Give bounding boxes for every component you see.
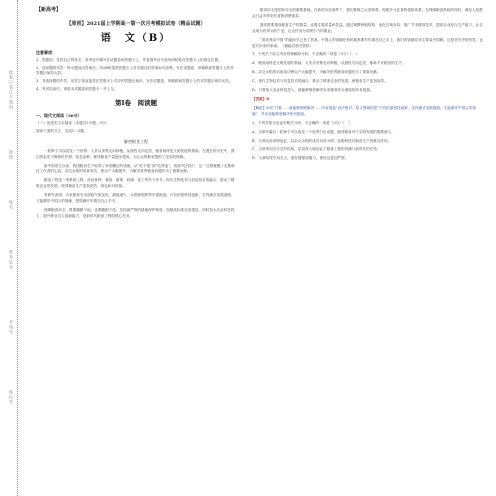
article-paragraph: 我们既要重视粮食生产的数量，也要注重质量和效益。通过调整种植结构、优化区域布局、推广节本增效技术，提高农业综合生产能力，让农业成为有奔头的产业，让农民成为有吸引力的职业。	[252, 22, 483, 33]
question-option: C．文章采用总分总的结构，层层深入地论证了粮食工程的内涵与新时代的任务。	[252, 147, 381, 152]
notes-title: 注意事项：	[36, 49, 56, 55]
left-column	[36, 8, 236, 223]
binding-label: 班级	[9, 150, 14, 160]
question-2: 2．下列对原文论证的相关分析，不正确的一项是（3分）（ ）	[252, 120, 352, 125]
question-option: B．文章运用举例论证，以杂交水稻的成功培育为例，说明科技对粮食生产的推动作用。	[252, 138, 392, 143]
part-title: 第Ⅰ卷 阅读题	[114, 99, 158, 108]
exam-header-title: 【原创】2021届上学期高一第一次月考模拟试卷（精品试题）	[66, 20, 206, 27]
note-item: 3．非选择题的作答：用签字笔直接答在答题卡上对应的答题区域内。写在试题卷、草稿纸和答题卡上的非答题区域均无效。	[36, 79, 233, 84]
article-title: 解密粮食工程	[124, 138, 148, 144]
article-paragraph: 保障粮食安全，既要藏粮于地，也要藏粮于技。坚持最严格的耕地保护制度，加强高标准农田建设，同时加大农业科技投入，提升种业自主创新能力，是新时代粮食工程的核心任务。	[36, 207, 235, 218]
section-title: 一、现代文阅读（36分）	[36, 113, 82, 119]
note-item: 1．答题前，先将自己的姓名、准考证号填写在试题卷和答题卡上，并将准考证号条形码粘贴在答题卡上的指定位置。	[36, 57, 222, 62]
exam-badge: 【新高考】	[36, 7, 62, 13]
binding-label: 此卷只装订不密封	[9, 70, 14, 110]
right-column	[252, 8, 484, 165]
note-item: 4．考试结束后，请将本试题卷和答题卡一并上交。	[36, 87, 118, 92]
binding-label: 考场号	[9, 320, 14, 335]
binding-label: 准考证号	[9, 250, 14, 270]
question-option: C．现代生物技术与信息技术的融合，推动了精准农业的发展，使粮食生产更加高效。	[252, 79, 388, 84]
binding-dotted-line	[17, 0, 18, 496]
binding-label: 姓名	[9, 200, 14, 210]
binding-label: 座位号	[9, 390, 14, 405]
question-1: 1．下列关于原文内容的理解和分析，不正确的一项是（3分）（ ）	[252, 52, 359, 57]
answer-analysis: 【解析】D项“只要……就能够彻底解决……所有挑战”说法绝对，原文强调的是“只有依靠科技创新，走内涵式发展道路，才能端牢中国人的饭碗”，并未说能彻底解决所有挑战。	[252, 105, 477, 116]
article-paragraph: 粮食工程是一项系统工程，涉及育种、栽培、植保、收储、加工等多个环节。现代生物技术与信息技术的融合，推动了精准农业的发展，使得粮食生产更加高效、绿色和可持续。	[36, 178, 235, 189]
article-paragraph: 粮食安全是国家安全的重要基础。在新的历史条件下，我们要树立大食物观，构建多元化食物供给体系，在保障粮食供给的同时，满足人民群众日益多样化的食物消费需求。	[252, 8, 483, 18]
subject-title: 语 文（B）	[100, 32, 172, 44]
question-option: B．杂交水稻的培育成功使亩产大幅提升，为解决世界粮食问题作出了重要贡献。	[252, 70, 381, 75]
article-paragraph: 有研究表明，未来粮食安全面临气候变化、耕地减少、水资源短缺等多重挑战。只有依靠科技创新，走内涵式发展道路，才能端牢中国人的饭碗，把饭碗牢牢端在自己手中。	[36, 193, 235, 204]
article-paragraph: 新中国成立以来，我国粮食生产取得了举世瞩目的成就。从“吃不饱”到“吃得饱”，再到“吃得好”，这一过程凝聚了无数科技工作者的心血。杂交水稻的培育成功，使亩产大幅提升，为解决世界粮食问题作出了重要贡献。	[36, 163, 235, 174]
note-item: 2．选择题的作答：每小题选出答案后，用2B铅笔把答题卡上对应题目的答案标号涂黑，写在试题卷、草稿纸和答题卡上的非答题区域均无效。	[36, 65, 234, 76]
question-option: D．只要加大农业科技投入，就能够彻底解决未来粮食安全面临的所有挑战。	[252, 88, 374, 93]
question-option: D．文章结尾引用名言，意在增强说服力，使论证更加严密。	[252, 156, 349, 161]
binding-margin	[6, 0, 22, 496]
question-option: A．粮食始终是文明发展的基础，人类从采集走向种植，从游牧走向定居，都离不开粮食的生产。	[252, 61, 406, 66]
article-paragraph: 一粒种子可以改变一个世界。人类从采集走向种植，从游牧走向定居，粮食始终是文明发展的基础。在漫长的历史中，我们的祖先不断驯化作物、改良品种，使得粮食产量逐步提高，为社会的繁荣提供了坚实的保障。	[36, 148, 235, 159]
answer-label: 【答案】D	[252, 96, 270, 101]
article-paragraph: “谁来养活中国”的疑问早已有了答案。中国人的饭碗任何时候都要牢牢端在自己手上，我们的饭碗应该主要装中国粮。这是对历史的回答，也是对未来的承诺。（摘编自相关资料）	[252, 37, 483, 48]
reading-instruction: 阅读下面的文字，完成1～3题。	[36, 128, 88, 133]
question-option: A．文章开篇以一粒种子可以改变一个世界引出话题，阐述粮食对于文明发展的重要意义。	[252, 129, 395, 134]
subsection-title: （一）论述类文本阅读（本题共3小题，9分）	[36, 120, 109, 125]
